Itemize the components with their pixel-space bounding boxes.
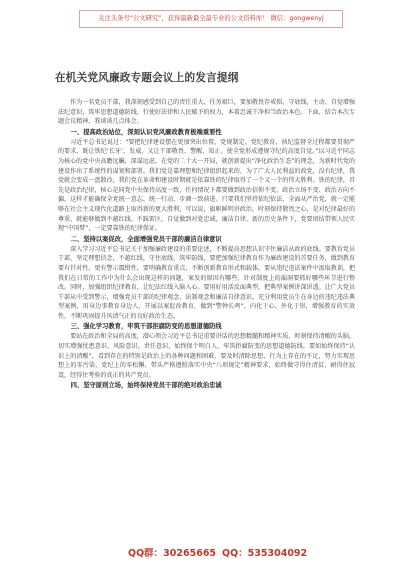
- qq-number-text: QQ：535304092: [222, 548, 308, 559]
- section-paragraph: 深入学习习近平总书记关于加强廉政建设的重要论述，不断提高思想认识守住廉洁从政的底线。要教育党员干部，坚定理想信念，不越红线，守住底线，筑牢防线，要把加强纪律教育作为廉政建设的首要任务，做到教育要有针对性、更有警示震慑性。要明确教育重点，不断创新教育形式和载体，要从违纪违法案件中汲取教训，把我们在日常的工作中为什么会出现这样的问题，案发的原因有哪些，针对制度上的漏洞要抓好哪些环节进行整改。同时，加强组织纪律教育，让纪法红线入脑入心。要用好用活反面典型，把典型案例讲深讲透。让广大党员干部从中受到警示，增强党员干部的纪律观念，法制观念和廉洁自律意识。充分利用党员生在身边的违纪违法典型案例，用身边事教育身边人，开展以案促改教育，做到“警钟长鸣”，内化于心、外化于形，增强教育的实效性，不断巩固提升风清气正的良好政治生态。: [58, 245, 355, 320]
- section-heading: 四、坚守原则立场，始终保持党员干部的绝对政治忠诚: [70, 382, 222, 390]
- section-paragraph: 要站在政治和全局的高度，潜心领会习近平总书记重要讲话的思想精髓和精神实质，时刻保持清醒的头脑，切实增强忧患意识、风险意识、责任意识，始终保个明白人，牢筑拒腐防变的思想道德防线。要如始终保持“认识上的清醒”，看到存在的特别是政治上的各种问题和困难，要及时清除思想、行为上存在的不足，努力实现思想上的零污染，党纪上的零松懈。带头严格遵照落实中央“八项规定”精神要求，始终做守得住清贫，耐得住寂寞，经得住考验的真正的共产党员。: [58, 333, 355, 379]
- promo-banner: 关注头条号“公文研究”，获得最新最全最专业的公文资料库！ 微信：gongwenyj: [79, 10, 343, 28]
- section-heading: 三、强化学习教育，牢筑干部拒腐防变的思想道德防线: [70, 323, 222, 331]
- section-heading: 一、提高政治站位，深刻认识党风廉政教育极端重要性: [70, 128, 222, 136]
- document-title: 在机关党风廉政专题会议上的发言提纲: [55, 72, 239, 84]
- section-paragraph: 习近平总书记说过：“要把纪律建设摆在更加突出位置，党规制定、党纪教育、执纪监督全过程都要贯彻严的要求，既让铁纪‘长牙’、发威，又让干部敬畏、警醒、知止。使全党形成遵规守纪的高度自觉。”以习近平同志为核心的党中央高瞻远瞩，深谋远虑，在党的二十大一开局，就创新提出“净化政治生态”的理念，为新时代党的建设作出了系统性的谋划和部署。我们党是靠理想和纪律组织起来的，为了广大人民利益的政党，没有纪律，我党就会变成一盘散沙，我们党在革命和建设时期就是依靠铁的纪律取得了一个又一个的伟大胜利。铁的纪律，首先是政治纪律，核心是同党中央保持高度一致，任何情况下都要做到政治信仰不变、政治立场不变、政治方向不偏，这样才能确保全党统一意志、统一行动、步调一致前进。只要我们坚持依纪依法，全面从严治党，就一定能够在社会主义现代化道路上取得新的更大胜利，可以说，旗帜鲜明讲政治，时刻保持敬畏之心，是对纪律最好的尊重，就能够做到不越红线、不踩雷区，自觉做到对党忠诚、廉洁自律。新的历史条件下，党要团结带领人民实现“中国梦”，一定要靠铁的纪律保证。: [58, 138, 355, 233]
- contact-footer: [0, 545, 408, 565]
- intro-paragraph: 作为一名党员干部，我深刻感受到自己的责任重大、任务艰巨，要加敬畏存戒惧、守底线，主动、自觉增强法纪意识，筑牢思想道德防线，行使好法律和人民赋予的权力，本着忠诚干净担当政治本色。下面，结合本次专题会议精神，我谈谈几点体会。: [58, 99, 355, 126]
- document-body: [58, 98, 355, 536]
- qq-group-text: QQ群：30265665: [128, 548, 217, 559]
- section-heading: 二、坚持以案促改，全面增强党员干部的廉洁自律意识: [70, 235, 222, 243]
